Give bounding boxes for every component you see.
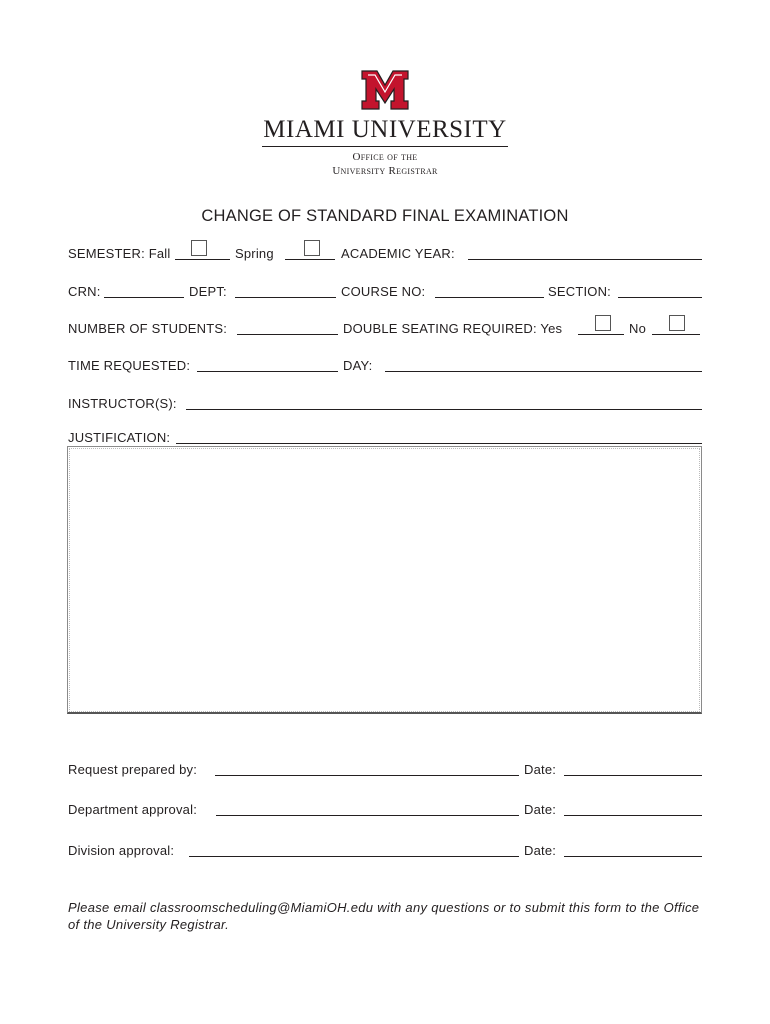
division-approval-field[interactable]: [189, 856, 519, 857]
justification-line: [176, 443, 702, 444]
miami-m-logo: [360, 70, 410, 110]
instructors-field[interactable]: [186, 409, 702, 410]
dept-date-label: Date:: [524, 802, 557, 817]
spring-checkbox[interactable]: [304, 240, 320, 256]
header-divider: [262, 146, 508, 147]
university-name: MIAMI UNIVERSITY: [263, 116, 507, 143]
office-name: [258, 150, 512, 178]
no-label: No: [629, 321, 647, 336]
dept-date-field[interactable]: [564, 815, 702, 816]
division-date-field[interactable]: [564, 856, 702, 857]
time-row: [68, 356, 702, 376]
time-requested-label: TIME REQUESTED:: [68, 358, 191, 373]
division-date-label: Date:: [524, 843, 557, 858]
dept-approval-label: Department approval:: [68, 802, 198, 817]
course-no-field[interactable]: [435, 297, 544, 298]
instructors-label: INSTRUCTOR(S):: [68, 396, 177, 411]
dept-approval-field[interactable]: [216, 815, 519, 816]
num-students-label: NUMBER OF STUDENTS:: [68, 321, 228, 336]
fall-checkbox[interactable]: [191, 240, 207, 256]
yes-checkbox[interactable]: [595, 315, 611, 331]
fall-line: [175, 259, 230, 260]
academic-year-label: ACADEMIC YEAR:: [341, 246, 455, 261]
division-approval-label: Division approval:: [68, 843, 175, 858]
instructors-row: [68, 394, 702, 414]
form-title: CHANGE OF STANDARD FINAL EXAMINATION: [201, 207, 569, 225]
office-line-1: Office of the: [352, 151, 418, 163]
crn-label: CRN:: [68, 284, 101, 299]
course-no-label: COURSE NO:: [341, 284, 426, 299]
double-seating-label: DOUBLE SEATING REQUIRED: Yes: [343, 321, 563, 336]
day-label: DAY:: [343, 358, 373, 373]
justification-row: [68, 428, 702, 448]
semester-label: SEMESTER: Fall: [68, 246, 171, 261]
spring-label: Spring: [235, 246, 274, 261]
prepared-date-label: Date:: [524, 762, 557, 777]
crn-field[interactable]: [104, 297, 184, 298]
no-line: [652, 334, 700, 335]
spring-line: [285, 259, 335, 260]
yes-line: [578, 334, 624, 335]
section-label: SECTION:: [548, 284, 611, 299]
dept-label: DEPT:: [189, 284, 227, 299]
no-checkbox[interactable]: [669, 315, 685, 331]
num-students-field[interactable]: [237, 334, 338, 335]
prepared-by-row: [68, 760, 702, 780]
time-requested-field[interactable]: [197, 371, 338, 372]
prepared-date-field[interactable]: [564, 775, 702, 776]
prepared-by-label: Request prepared by:: [68, 762, 198, 777]
office-line-2: University Registrar: [332, 165, 438, 177]
division-approval-row: [68, 841, 702, 861]
prepared-by-field[interactable]: [215, 775, 519, 776]
dept-approval-row: [68, 800, 702, 820]
footer-note: Please email classroomscheduling@MiamiOH.edu with any questions or to submit this form to the Office of the University Registrar.: [68, 900, 700, 932]
semester-row: [68, 244, 702, 264]
dept-field[interactable]: [235, 297, 336, 298]
academic-year-field[interactable]: [468, 259, 702, 260]
justification-label: JUSTIFICATION:: [68, 430, 171, 445]
course-row: [68, 282, 702, 302]
justification-textarea[interactable]: [67, 446, 702, 714]
section-field[interactable]: [618, 297, 702, 298]
day-field[interactable]: [385, 371, 702, 372]
students-row: [68, 319, 702, 339]
